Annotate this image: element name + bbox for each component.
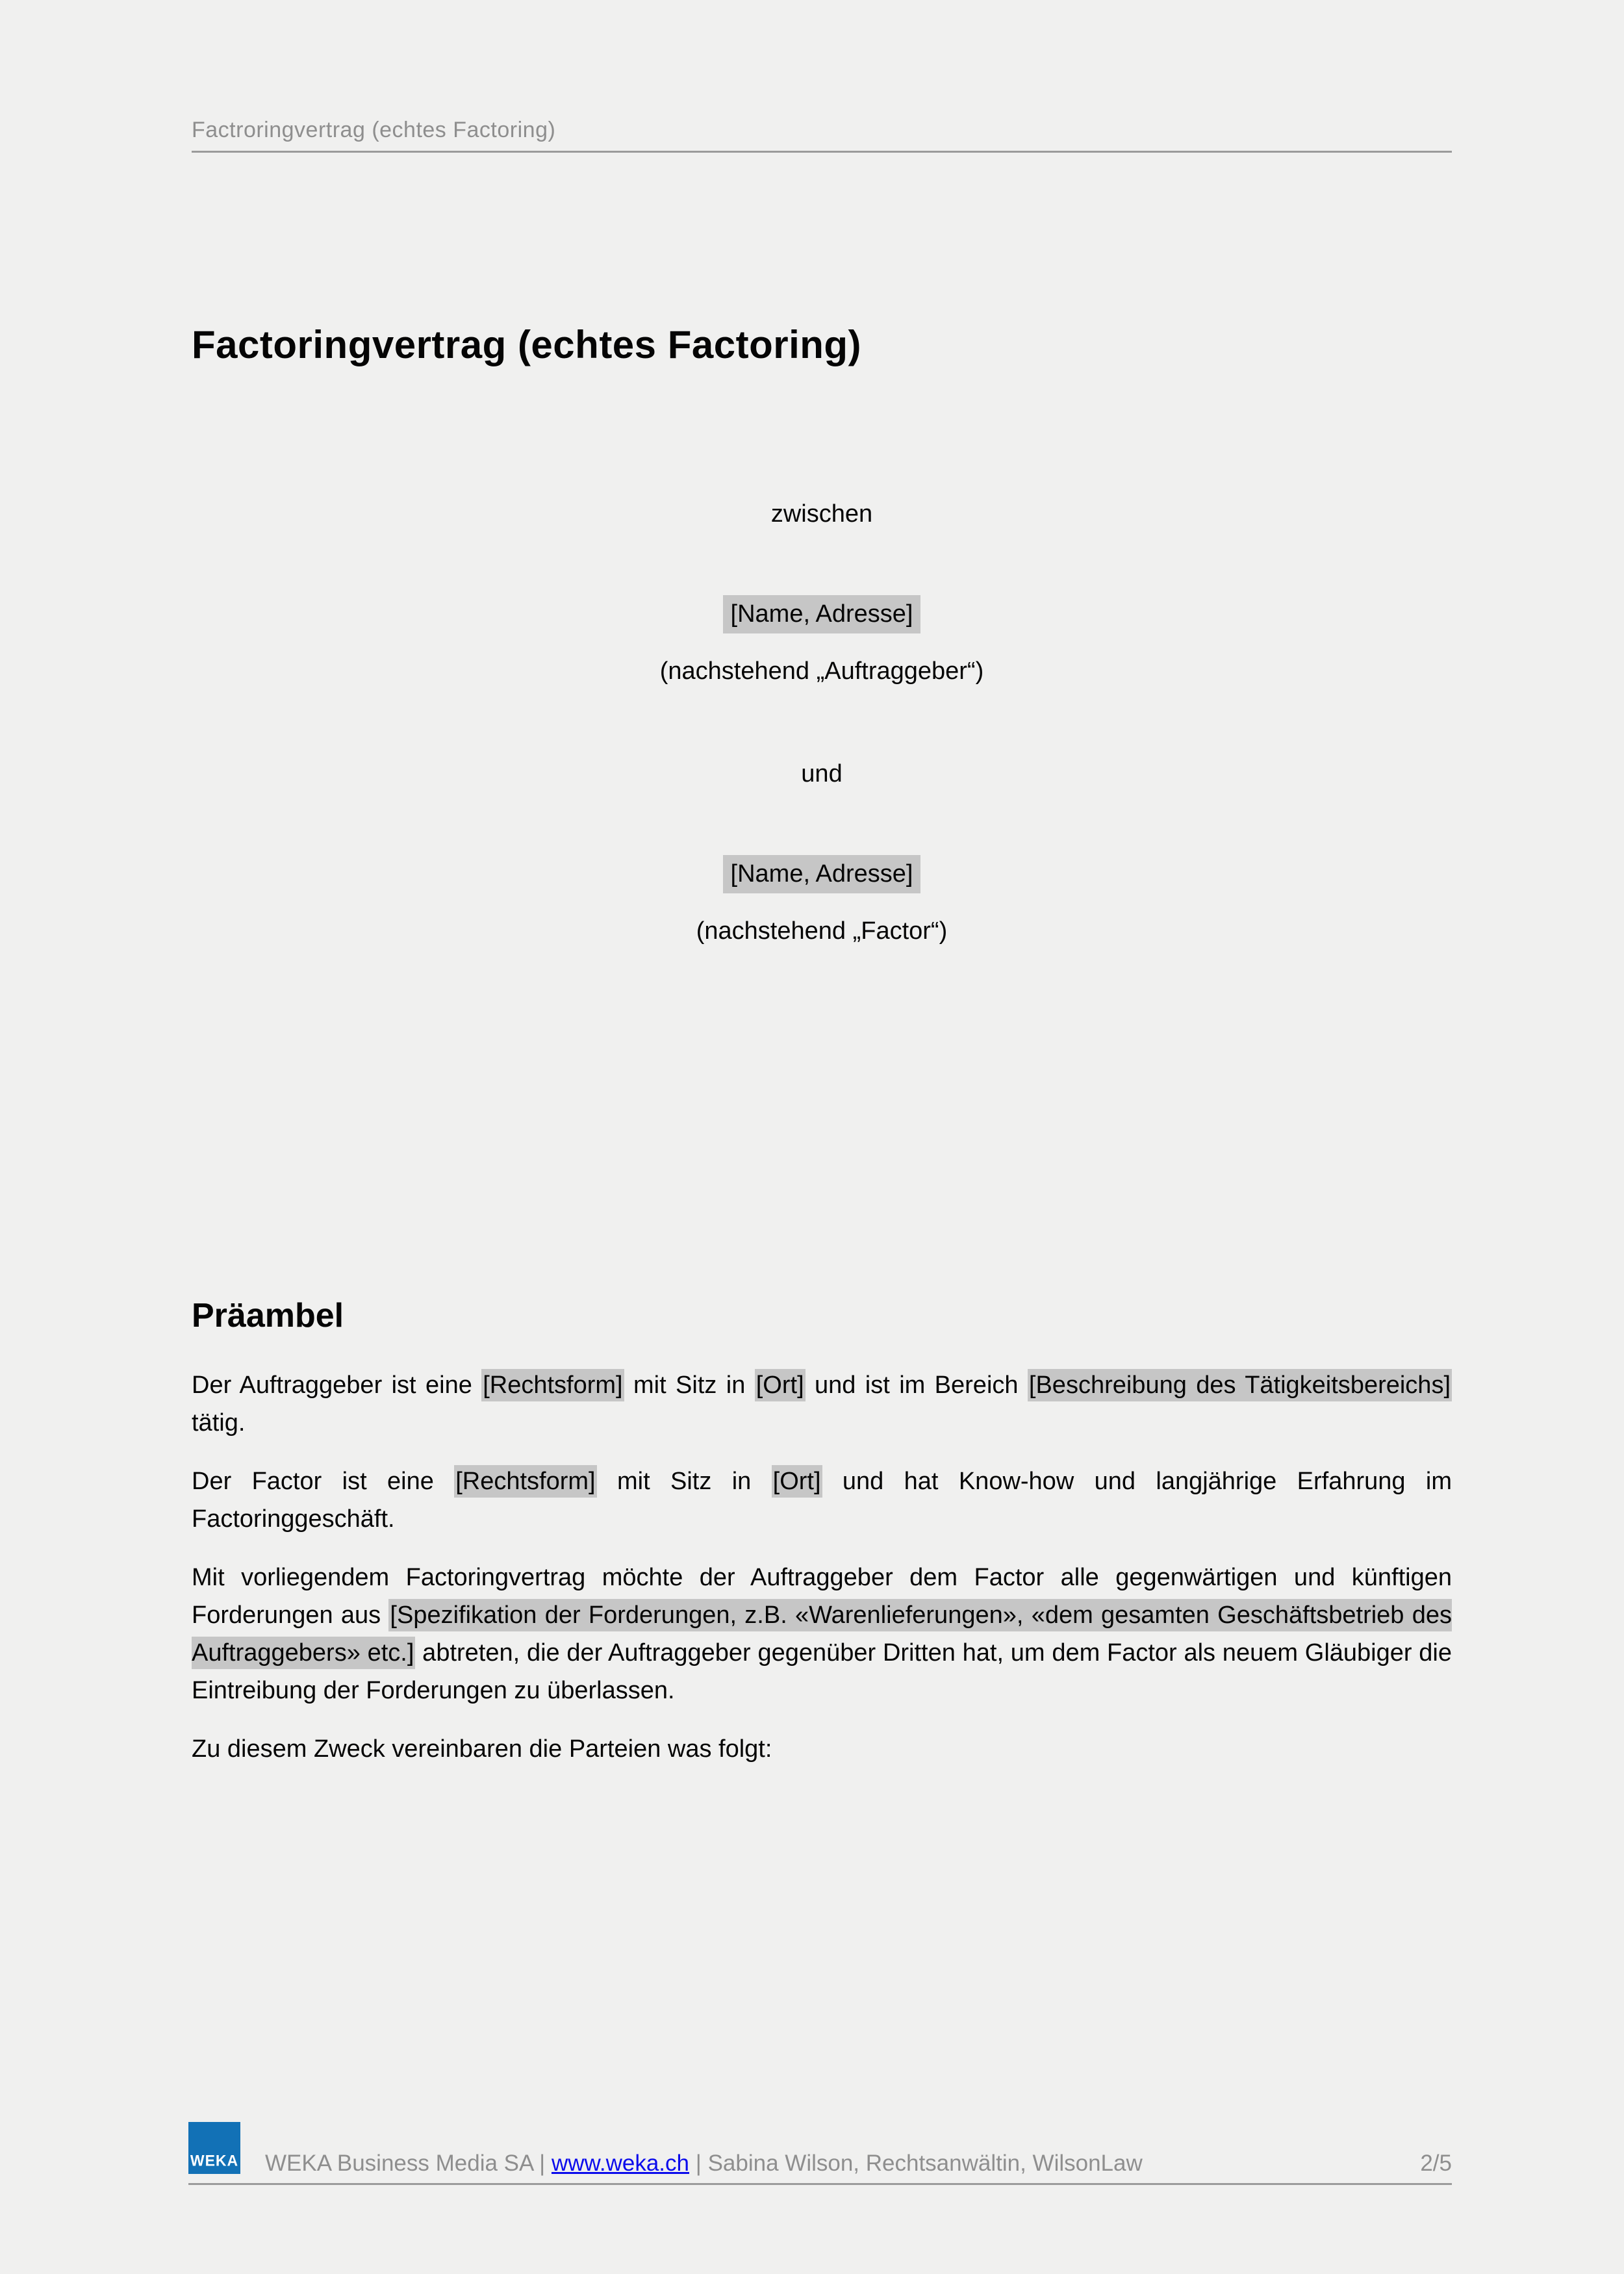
footer-separator: | — [695, 2151, 702, 2176]
party2-alias: (nachstehend „Factor“) — [696, 917, 948, 945]
website-link[interactable]: www.weka.ch — [551, 2151, 690, 2176]
page-title: Factoringvertrag (echtes Factoring) — [192, 323, 862, 366]
paragraph-text: und ist im Bereich — [805, 1372, 1028, 1399]
parties-conjunction: und — [801, 760, 843, 787]
parties-intro: zwischen — [770, 500, 873, 528]
party1-placeholder: [Name, Adresse] — [723, 595, 921, 633]
placeholder-highlight: [Rechtsform] — [454, 1465, 596, 1498]
footer-separator: | — [539, 2151, 546, 2176]
running-head-title: Factroringvertrag (echtes Factoring) — [192, 118, 556, 142]
weka-logo — [188, 2122, 240, 2174]
paragraph-text: Der Auftraggeber ist eine — [192, 1372, 482, 1399]
paragraph-text: und hat Know-how und langjährige Erfahrung im Factoringgeschäft. — [192, 1468, 1452, 1533]
page-footer — [265, 2151, 1143, 2177]
paragraph — [192, 1366, 1452, 1442]
paragraph — [192, 1463, 1452, 1538]
placeholder-highlight: [Rechtsform] — [481, 1369, 624, 1401]
publisher-text: WEKA Business Media SA — [265, 2151, 533, 2176]
running-head — [192, 118, 1452, 153]
paragraph-text: Mit vorliegendem Factoringvertrag möchte der Auftraggeber dem Factor alle gegenwärtigen und künftigen Forderungen aus — [192, 1564, 1452, 1629]
paragraph-text: mit Sitz in — [624, 1372, 755, 1399]
party2-placeholder: [Name, Adresse] — [723, 855, 921, 893]
paragraph-text: tätig. — [192, 1409, 246, 1437]
paragraph — [192, 1559, 1452, 1709]
placeholder-highlight: [Beschreibung des Tätigkeitsbereichs] — [1028, 1369, 1452, 1401]
weka-logo-text: WEKA — [190, 2151, 239, 2169]
page-number: 2/5 — [1420, 2151, 1452, 2176]
paragraph-text: Zu diesem Zweck vereinbaren die Parteien was folgt: — [192, 1735, 772, 1763]
preamble-heading: Präambel — [192, 1297, 344, 1335]
preamble-section — [192, 1296, 1452, 1789]
paragraph-text: Der Factor ist eine — [192, 1468, 455, 1495]
party1-alias: (nachstehend „Auftraggeber“) — [659, 658, 984, 685]
paragraph — [192, 1730, 1452, 1768]
placeholder-highlight: [Ort] — [772, 1465, 822, 1498]
placeholder-highlight: [Spezifikation der Forderungen, z.B. «Warenlieferungen», «dem gesamten Geschäftsbetrieb des Auftraggebers» etc.] — [192, 1599, 1452, 1669]
preamble-paragraphs — [192, 1366, 1452, 1768]
party2-line — [192, 855, 1452, 893]
placeholder-highlight: [Ort] — [755, 1369, 806, 1401]
party1-line — [192, 595, 1452, 633]
author-text: Sabina Wilson, Rechtsanwältin, WilsonLaw — [707, 2151, 1143, 2176]
paragraph-text: abtreten, die der Auftraggeber gegenüber Dritten hat, um dem Factor als neuem Gläubiger die Eintreibung der Forderungen zu überlassen. — [192, 1639, 1452, 1704]
footer-rule — [188, 2183, 1452, 2185]
paragraph-text: mit Sitz in — [596, 1468, 772, 1495]
